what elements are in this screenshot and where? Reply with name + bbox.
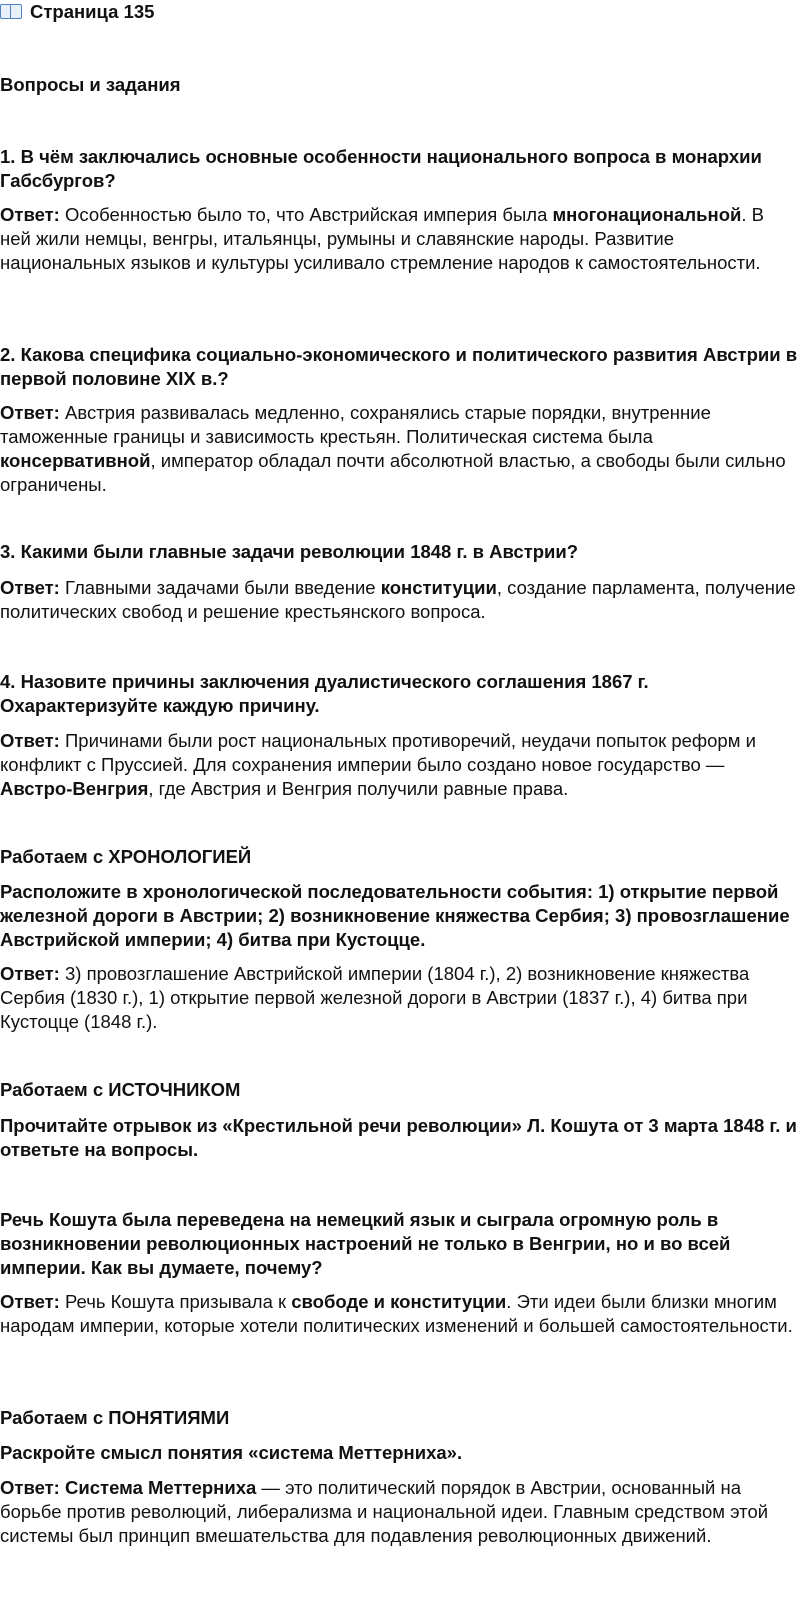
answer-keyword: Система Меттерниха	[59, 1477, 257, 1498]
answer-1	[0, 203, 798, 275]
answer-2	[0, 401, 798, 497]
question-2: 2. Какова специфика социально-экономического и политического развития Австрии в первой половине XIX в.?	[0, 344, 798, 389]
question-4: 4. Назовите причины заключения дуалистического соглашения 1867 г. Охарактеризуйте каждую причину.	[0, 671, 649, 716]
answer-keyword: многонациональной	[552, 204, 742, 225]
answer-text: Особенностью было то, что Австрийская империя была	[59, 204, 553, 225]
answer-keyword: свободе и конституции	[291, 1291, 507, 1312]
answer-3	[0, 576, 798, 624]
answer-keyword: конституции	[380, 577, 497, 598]
answer-label: Ответ:	[0, 204, 60, 225]
answer-text: , где Австрия и Венгрия получили равные права.	[148, 778, 569, 799]
open-book-icon	[0, 3, 22, 19]
question-3: 3. Какими были главные задачи революции 1848 г. в Австрии?	[0, 541, 579, 562]
answer-label: Ответ:	[0, 1477, 60, 1498]
concepts-answer	[0, 1476, 798, 1548]
section-heading-concepts: Работаем с ПОНЯТИЯМИ	[0, 1407, 230, 1428]
answer-keyword: Австро-Венгрия	[0, 778, 149, 799]
section-heading-chronology: Работаем с ХРОНОЛОГИЕЙ	[0, 846, 252, 867]
answer-label: Ответ:	[0, 1291, 60, 1312]
answer-keyword: консервативной	[0, 450, 151, 471]
chronology-answer	[0, 962, 798, 1034]
answer-label: Ответ:	[0, 402, 60, 423]
answer-text: — это политический порядок в Австрии, основанный на борьбе против революций, либерализма и национальной идеи. Главным средством этой системы был принцип вмешательства для подавления революционных движений.	[0, 1477, 769, 1546]
section-heading-questions: Вопросы и задания	[0, 74, 181, 95]
source-question: Речь Кошута была переведена на немецкий язык и сыграла огромную роль в возникновении революционных настроений не только в Венгрии, но и во всей империи. Как вы думаете, почему?	[0, 1209, 731, 1278]
answer-label: Ответ:	[0, 963, 60, 984]
answer-label: Ответ:	[0, 577, 60, 598]
answer-text: Главными задачами были введение	[59, 577, 381, 598]
question-1: 1. В чём заключались основные особенности национального вопроса в монархии Габсбургов?	[0, 146, 762, 191]
answer-text: Причинами были рост национальных противоречий, неудачи попыток реформ и конфликт с Пруссией. Для сохранения империи было создано новое государство —	[0, 730, 756, 775]
answer-4	[0, 729, 798, 801]
answer-text: , император обладал почти абсолютной властью, а свободы были сильно ограничены.	[0, 450, 786, 495]
answer-text: , создание парламента, получение политических свобод и решение крестьянского вопроса.	[0, 577, 796, 622]
page-header	[0, 0, 798, 24]
chronology-task: Расположите в хронологической последовательности события: 1) открытие первой железной дороги в Австрии; 2) возникновение княжества Сербия; 3) провозглашение Австрийской империи; 4) битва при Кустоцце.	[0, 881, 790, 950]
source-answer	[0, 1290, 798, 1338]
answer-text: 3) провозглашение Австрийской империи (1804 г.), 2) возникновение княжества Сербия (1830 г.), 1) открытие первой железной дороги в Австрии (1837 г.), 4) битва при Кустоцце (1848 г.).	[0, 963, 750, 1032]
section-heading-source: Работаем с ИСТОЧНИКОМ	[0, 1079, 241, 1100]
concepts-task: Раскройте смысл понятия «система Меттерниха».	[0, 1442, 463, 1463]
answer-text: . Эти идеи были близки многим народам империи, которые хотели политических изменений и большей самостоятельности.	[0, 1291, 793, 1336]
answer-label: Ответ:	[0, 730, 60, 751]
answer-text: Австрия развивалась медленно, сохранялись старые порядки, внутренние таможенные границы и зависимость крестьян. Политическая система была	[0, 402, 711, 447]
page-title: Страница 135	[30, 1, 155, 22]
source-task: Прочитайте отрывок из «Крестильной речи революции» Л. Кошута от 3 марта 1848 г. и ответьте на вопросы.	[0, 1115, 797, 1160]
answer-text: . В ней жили немцы, венгры, итальянцы, румыны и славянские народы. Развитие национальных языков и культуры усиливало стремление народов к самостоятельности.	[0, 204, 764, 273]
answer-text: Речь Кошута призывала к	[59, 1291, 292, 1312]
